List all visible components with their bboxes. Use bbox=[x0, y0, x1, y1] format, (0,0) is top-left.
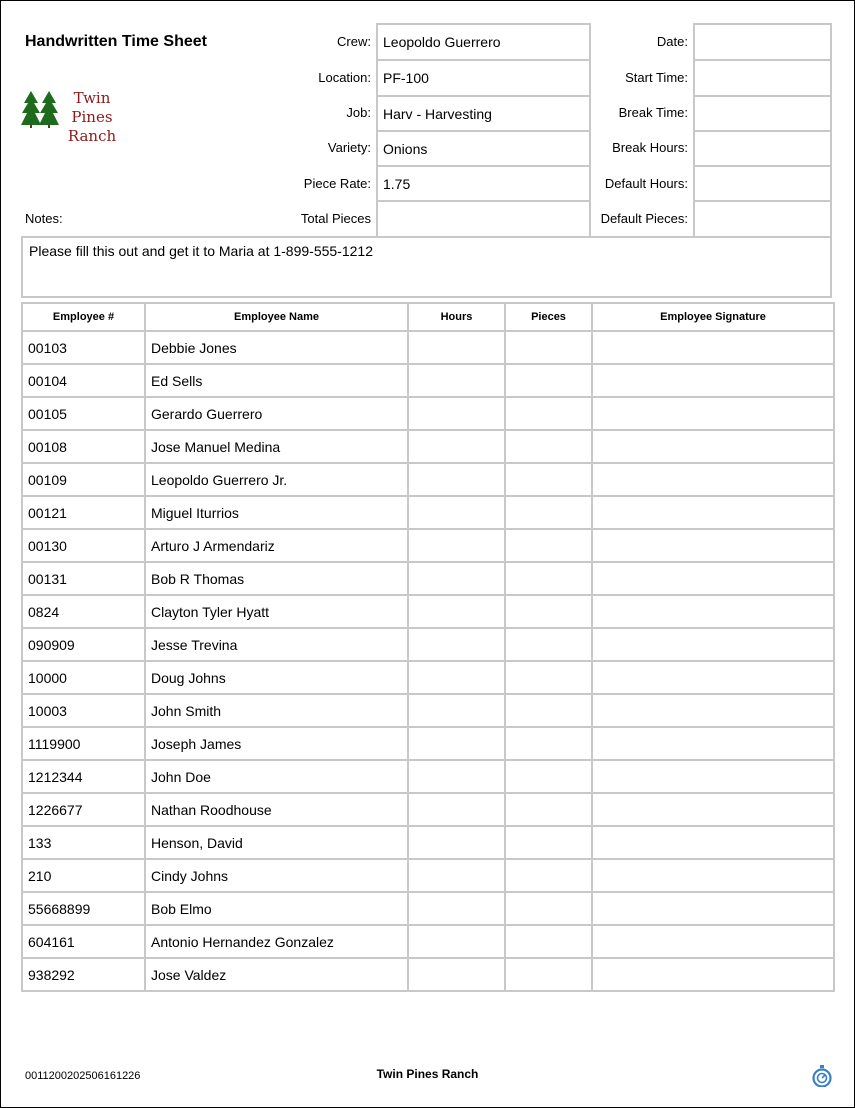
table-row bbox=[22, 628, 834, 661]
table-row bbox=[22, 364, 834, 397]
signature-cell[interactable] bbox=[592, 727, 834, 760]
employee-name-cell: Miguel Iturrios bbox=[145, 496, 408, 529]
signature-cell[interactable] bbox=[592, 562, 834, 595]
column-header-pieces: Pieces bbox=[505, 303, 592, 331]
employee-number-cell: 133 bbox=[22, 826, 145, 859]
break-time-label: Break Time: bbox=[618, 105, 688, 120]
start-time-field[interactable] bbox=[693, 59, 832, 97]
location-field[interactable]: PF-100 bbox=[376, 59, 591, 97]
job-field[interactable]: Harv - Harvesting bbox=[376, 95, 591, 132]
pieces-cell[interactable] bbox=[505, 925, 592, 958]
employee-name-cell: Bob R Thomas bbox=[145, 562, 408, 595]
table-row bbox=[22, 826, 834, 859]
notes-label: Notes: bbox=[25, 211, 63, 226]
hours-cell[interactable] bbox=[408, 496, 505, 529]
employee-number-cell: 55668899 bbox=[22, 892, 145, 925]
pine-trees-icon bbox=[21, 89, 61, 129]
total-pieces-label: Total Pieces bbox=[300, 211, 371, 226]
table-row bbox=[22, 925, 834, 958]
default-hours-label: Default Hours: bbox=[604, 176, 688, 191]
sheet-id: 0011200202506161226 bbox=[25, 1070, 141, 1082]
pieces-cell[interactable] bbox=[505, 562, 592, 595]
signature-cell[interactable] bbox=[592, 892, 834, 925]
hours-cell[interactable] bbox=[408, 397, 505, 430]
table-row bbox=[22, 661, 834, 694]
page-title: Handwritten Time Sheet bbox=[25, 33, 207, 50]
table-row bbox=[22, 529, 834, 562]
employee-number-cell: 00130 bbox=[22, 529, 145, 562]
pieces-cell[interactable] bbox=[505, 595, 592, 628]
employee-table bbox=[21, 302, 835, 992]
employee-number-cell: 938292 bbox=[22, 958, 145, 991]
table-row bbox=[22, 727, 834, 760]
pieces-cell[interactable] bbox=[505, 793, 592, 826]
employee-name-cell: John Doe bbox=[145, 760, 408, 793]
signature-cell[interactable] bbox=[592, 430, 834, 463]
employee-name-cell: John Smith bbox=[145, 694, 408, 727]
signature-cell[interactable] bbox=[592, 925, 834, 958]
signature-cell[interactable] bbox=[592, 529, 834, 562]
signature-cell[interactable] bbox=[592, 958, 834, 991]
signature-cell[interactable] bbox=[592, 397, 834, 430]
column-header-hours: Hours bbox=[408, 303, 505, 331]
logo-line-2: Ranch bbox=[67, 127, 117, 145]
table-header-row bbox=[22, 303, 834, 331]
default-hours-field[interactable] bbox=[693, 165, 832, 202]
pieces-cell[interactable] bbox=[505, 463, 592, 496]
employee-name-cell: Leopoldo Guerrero Jr. bbox=[145, 463, 408, 496]
employee-name-cell: Nathan Roodhouse bbox=[145, 793, 408, 826]
pieces-cell[interactable] bbox=[505, 826, 592, 859]
pieces-cell[interactable] bbox=[505, 661, 592, 694]
pieces-cell[interactable] bbox=[505, 760, 592, 793]
pieces-cell[interactable] bbox=[505, 727, 592, 760]
hours-cell[interactable] bbox=[408, 628, 505, 661]
pieces-cell[interactable] bbox=[505, 694, 592, 727]
variety-label: Variety: bbox=[327, 140, 371, 155]
hours-cell[interactable] bbox=[408, 529, 505, 562]
table-row bbox=[22, 463, 834, 496]
start-time-label: Start Time: bbox=[625, 70, 688, 85]
employee-name-cell: Ed Sells bbox=[145, 364, 408, 397]
notes-field[interactable]: Please fill this out and get it to Maria at 1-899-555-1212 bbox=[21, 236, 832, 298]
employee-name-cell: Bob Elmo bbox=[145, 892, 408, 925]
hours-cell[interactable] bbox=[408, 892, 505, 925]
table-row bbox=[22, 331, 834, 364]
total-pieces-field[interactable] bbox=[376, 200, 591, 238]
piece-rate-label: Piece Rate: bbox=[303, 176, 371, 191]
crew-field[interactable]: Leopoldo Guerrero bbox=[376, 23, 591, 61]
date-label: Date: bbox=[656, 34, 688, 49]
signature-cell[interactable] bbox=[592, 331, 834, 364]
employee-name-cell: Joseph James bbox=[145, 727, 408, 760]
hours-cell[interactable] bbox=[408, 760, 505, 793]
employee-name-cell: Arturo J Armendariz bbox=[145, 529, 408, 562]
hours-cell[interactable] bbox=[408, 958, 505, 991]
employee-name-cell: Henson, David bbox=[145, 826, 408, 859]
pieces-cell[interactable] bbox=[505, 430, 592, 463]
pieces-cell[interactable] bbox=[505, 331, 592, 364]
pieces-cell[interactable] bbox=[505, 496, 592, 529]
piece-rate-field[interactable]: 1.75 bbox=[376, 165, 591, 202]
signature-cell[interactable] bbox=[592, 463, 834, 496]
employee-name-cell: Cindy Johns bbox=[145, 859, 408, 892]
column-header-employee-number: Employee # bbox=[22, 303, 145, 331]
pieces-cell[interactable] bbox=[505, 529, 592, 562]
job-label: Job: bbox=[346, 105, 371, 120]
signature-cell[interactable] bbox=[592, 793, 834, 826]
pieces-cell[interactable] bbox=[505, 892, 592, 925]
employee-name-cell: Jesse Trevina bbox=[145, 628, 408, 661]
employee-number-cell: 1226677 bbox=[22, 793, 145, 826]
hours-cell[interactable] bbox=[408, 562, 505, 595]
employee-name-cell: Jose Manuel Medina bbox=[145, 430, 408, 463]
date-field[interactable] bbox=[693, 23, 832, 61]
table-row bbox=[22, 562, 834, 595]
table-row bbox=[22, 760, 834, 793]
break-hours-field[interactable] bbox=[693, 130, 832, 167]
employee-name-cell: Debbie Jones bbox=[145, 331, 408, 364]
signature-cell[interactable] bbox=[592, 694, 834, 727]
table-row bbox=[22, 694, 834, 727]
employee-number-cell: 090909 bbox=[22, 628, 145, 661]
hours-cell[interactable] bbox=[408, 364, 505, 397]
footer-company-name: Twin Pines Ranch bbox=[376, 1067, 479, 1081]
pieces-cell[interactable] bbox=[505, 628, 592, 661]
signature-cell[interactable] bbox=[592, 364, 834, 397]
hours-cell[interactable] bbox=[408, 826, 505, 859]
employee-name-cell: Doug Johns bbox=[145, 661, 408, 694]
logo-text bbox=[59, 89, 125, 146]
employee-number-cell: 00104 bbox=[22, 364, 145, 397]
employee-number-cell: 1212344 bbox=[22, 760, 145, 793]
employee-number-cell: 00131 bbox=[22, 562, 145, 595]
employee-name-cell: Jose Valdez bbox=[145, 958, 408, 991]
table-row bbox=[22, 430, 834, 463]
employee-number-cell: 00108 bbox=[22, 430, 145, 463]
table-row bbox=[22, 496, 834, 529]
break-hours-label: Break Hours: bbox=[612, 140, 688, 155]
employee-number-cell: 00103 bbox=[22, 331, 145, 364]
hours-cell[interactable] bbox=[408, 661, 505, 694]
employee-number-cell: 0824 bbox=[22, 595, 145, 628]
signature-cell[interactable] bbox=[592, 628, 834, 661]
hours-cell[interactable] bbox=[408, 595, 505, 628]
employee-number-cell: 604161 bbox=[22, 925, 145, 958]
table-row bbox=[22, 793, 834, 826]
employee-number-cell: 10000 bbox=[22, 661, 145, 694]
table-row bbox=[22, 595, 834, 628]
location-label: Location: bbox=[318, 70, 371, 85]
employee-number-cell: 10003 bbox=[22, 694, 145, 727]
signature-cell[interactable] bbox=[592, 496, 834, 529]
default-pieces-label: Default Pieces: bbox=[600, 211, 688, 226]
logo-line-1: Twin Pines bbox=[71, 89, 113, 126]
pieces-cell[interactable] bbox=[505, 364, 592, 397]
pieces-cell[interactable] bbox=[505, 397, 592, 430]
employee-number-cell: 00121 bbox=[22, 496, 145, 529]
hours-cell[interactable] bbox=[408, 694, 505, 727]
column-header-employee-name: Employee Name bbox=[145, 303, 408, 331]
table-row bbox=[22, 892, 834, 925]
column-header-signature: Employee Signature bbox=[592, 303, 834, 331]
employee-name-cell: Gerardo Guerrero bbox=[145, 397, 408, 430]
employee-number-cell: 00109 bbox=[22, 463, 145, 496]
employee-number-cell: 1119900 bbox=[22, 727, 145, 760]
signature-cell[interactable] bbox=[592, 760, 834, 793]
break-time-field[interactable] bbox=[693, 95, 832, 132]
employee-number-cell: 210 bbox=[22, 859, 145, 892]
employee-number-cell: 00105 bbox=[22, 397, 145, 430]
table-row bbox=[22, 859, 834, 892]
crew-label: Crew: bbox=[337, 34, 371, 49]
pieces-cell[interactable] bbox=[505, 958, 592, 991]
timer-icon bbox=[812, 1065, 832, 1087]
table-body bbox=[22, 331, 834, 991]
table-row bbox=[22, 397, 834, 430]
signature-cell[interactable] bbox=[592, 595, 834, 628]
company-logo bbox=[21, 89, 131, 145]
employee-name-cell: Antonio Hernandez Gonzalez bbox=[145, 925, 408, 958]
hours-cell[interactable] bbox=[408, 793, 505, 826]
employee-name-cell: Clayton Tyler Hyatt bbox=[145, 595, 408, 628]
default-pieces-field[interactable] bbox=[693, 200, 832, 238]
signature-cell[interactable] bbox=[592, 859, 834, 892]
hours-cell[interactable] bbox=[408, 727, 505, 760]
hours-cell[interactable] bbox=[408, 859, 505, 892]
hours-cell[interactable] bbox=[408, 463, 505, 496]
variety-field[interactable]: Onions bbox=[376, 130, 591, 167]
hours-cell[interactable] bbox=[408, 925, 505, 958]
table-row bbox=[22, 958, 834, 991]
hours-cell[interactable] bbox=[408, 430, 505, 463]
hours-cell[interactable] bbox=[408, 331, 505, 364]
pieces-cell[interactable] bbox=[505, 859, 592, 892]
signature-cell[interactable] bbox=[592, 826, 834, 859]
signature-cell[interactable] bbox=[592, 661, 834, 694]
